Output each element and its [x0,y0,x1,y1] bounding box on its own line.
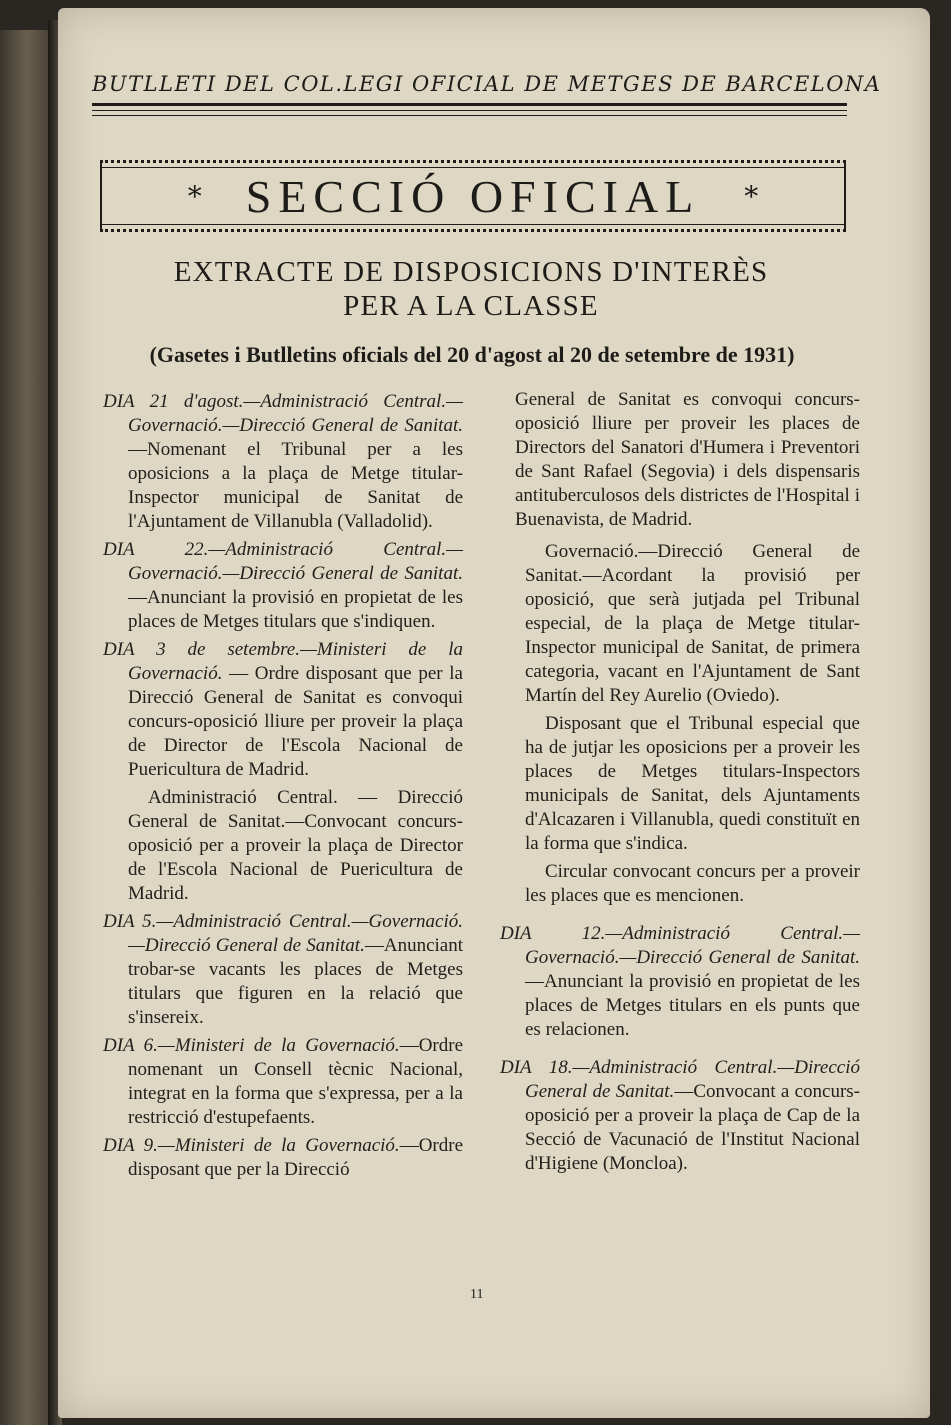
header-rule-thin [92,110,847,111]
entry-paragraph: Governació.—Direcció General de Sanitat.—Acordant la provisió per oposició, que serà jutjada pel Tribunal especial, de la plaça de Metge titular-Inspector municipal de Sanitat, de primera categoria, vacant en l'Ajuntament de Sant Martín del Rey Aurelio (Oviedo). [525,541,860,706]
right-column [500,388,860,1180]
box-inner-rule-top [102,167,844,168]
header-rule-thick [92,103,847,106]
entry: DIA 3 de setembre.—Ministeri de la Governació. — Ordre disposant que per la Direcció General de Sanitat es convoqui concurs-oposició lliure per proveir la plaça de Director de l'Escola Nacional de Puericultura de Madrid. [103,639,463,780]
star-ornament-right: * [744,179,759,213]
running-header: BUTLLETI DEL COL.LEGI OFICIAL DE METGES DE BARCELONA [92,72,882,96]
entry: DIA 6.—Ministeri de la Governació.—Ordre nomenant un Consell tècnic Nacional, integrat en la forma que s'expressa, per a la restricció d'estupefaents. [103,1035,463,1128]
box-inner-rule-bottom [102,224,844,225]
section-title-box [100,160,846,232]
article-title [100,255,842,323]
star-ornament-left: * [187,179,202,213]
entry: DIA 5.—Administració Central.—Governació.—Direcció General de Sanitat.—Anunciant trobar-se vacants les places de Metges titulars que figuren en la relació que s'insereix. [103,911,463,1028]
entry: DIA 22.—Administració Central.—Governació.—Direcció General de Sanitat.—Anunciant la provisió en propietat de les places de Metges titulars que s'indiquen. [103,539,463,632]
entry: DIA 9.—Ministeri de la Governació.—Ordre disposant que per la Direcció [103,1135,463,1180]
entry-paragraph: Administració Central. — Direcció General de Sanitat.—Convocant concurs-oposició per a proveir la plaça de Director de l'Escola Nacional de Puericultura de Madrid. [128,787,463,904]
left-column [103,390,463,1186]
article-title-line-2: PER A LA CLASSE [343,290,599,322]
header-rule-thin-2 [92,115,847,116]
section-title: SECCIÓ OFICIAL [245,170,701,222]
entry: DIA 12.—Administració Central.—Governació.—Direcció General de Sanitat.—Anunciant la provisió en propietat de les places de Metges titulars en els punts que es relacionen. [500,923,860,1040]
entry-paragraph: Disposant que el Tribunal especial que ha de jutjar les oposicions per a proveir les places de Metges titulars-Inspectors municipals de Sanitat, dels Ajuntaments d'Alcazaren i Villanubla, quedi constituït en la forma que s'indica. [525,713,860,854]
article-subtitle: (Gasetes i Butlletins oficials del 20 d'agost al 20 de setembre de 1931) [149,342,795,367]
entry: DIA 21 d'agost.—Administració Central.—Governació.—Direcció General de Sanitat.—Nomenant el Tribunal per a les oposicions a la plaça de Metge titular-Inspector municipal de Sanitat de l'Ajuntament de Villanubla (Valladolid). [103,391,463,532]
article-title-line-1: EXTRACTE DE DISPOSICIONS D'INTERÈS [173,256,769,288]
entry: DIA 18.—Administració Central.—Direcció General de Sanitat.—Convocant a concurs-oposició per a proveir la plaça de Cap de la Secció de Vacunació de l'Institut Nacional d'Higiene (Moncloa). [500,1057,861,1174]
page-number: 11 [470,1287,484,1302]
continued-text: General de Sanitat es convoqui concurs-oposició lliure per proveir les places de Directors del Sanatori d'Humera i Preventori de Sant Rafael (Segovia) i dels dispensaris antituberculosos dels districtes de l'Hospital i Buenavista, de Madrid. [515,389,860,530]
adjacent-page-edge [0,30,48,1425]
entry-paragraph: Circular convocant concurs per a proveir les places que es mencionen. [525,861,860,906]
